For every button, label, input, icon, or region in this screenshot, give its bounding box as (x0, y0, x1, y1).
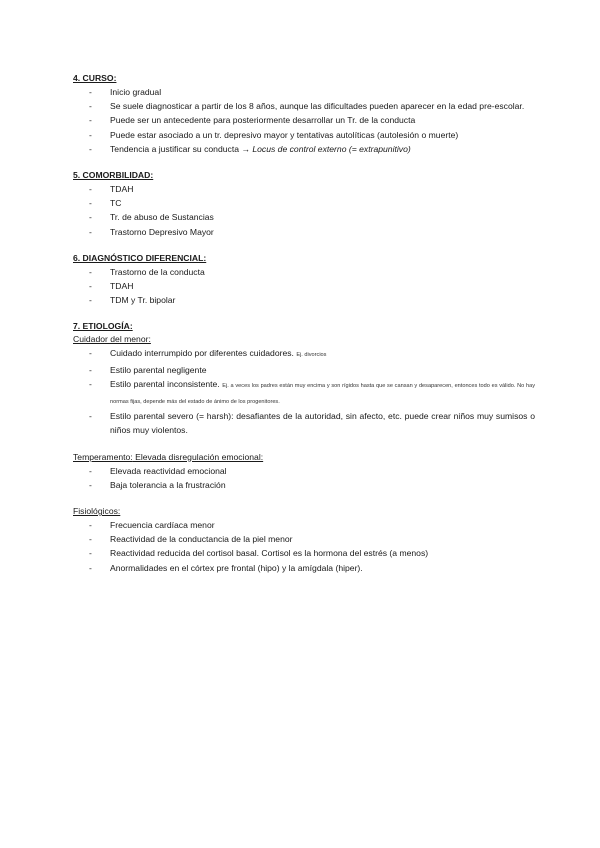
list-item: - Elevada reactividad emocional (89, 465, 227, 476)
section-diagnostico-diferencial (73, 252, 535, 308)
list-item: - Trastorno de la conducta (89, 266, 205, 277)
section-heading: 6. DIAGNÓSTICO DIFERENCIAL: (73, 252, 207, 263)
bullet-list (73, 346, 535, 437)
list-item: - Tendencia a justificar su conducta → Locus de control externo (= extrapunitivo) (89, 143, 411, 154)
list-item: - Puede estar asociado a un tr. depresivo mayor y tentativas autolíticas (autolesión o muerte) (89, 129, 459, 140)
list-item: - Inicio gradual (89, 87, 162, 97)
subsection-temperamento (73, 451, 535, 492)
bullet-list (73, 182, 535, 239)
subsection-fisiologicos (73, 505, 535, 575)
list-item: - Se suele diagnosticar a partir de los 8 años, aunque las dificultades pueden aparecer en la edad pre-escolar. (89, 101, 525, 112)
list-item: - Anormalidades en el córtex pre frontal (hipo) y la amígdala (hiper). (89, 562, 363, 573)
section-heading: 4. CURSO: (73, 73, 117, 83)
bullet-list (73, 265, 535, 308)
section-heading: 5. COMORBILIDAD: (73, 170, 154, 181)
list-item: - Baja tolerancia a la frustración (89, 479, 226, 490)
section-heading: 7. ETIOLOGÍA: (73, 321, 133, 332)
list-item: - Reactividad de la conductancia de la piel menor (89, 534, 293, 545)
subsection-cuidador (73, 333, 535, 437)
subsection-heading: Fisiológicos: (73, 506, 121, 517)
list-item: - Cuidado interrumpido por diferentes cuidadores. Ej. divorcios (89, 348, 327, 359)
list-item: - Frecuencia cardíaca menor (89, 520, 215, 531)
list-item: - Tr. de abuso de Sustancias (89, 212, 214, 223)
list-item: - TC (89, 198, 122, 209)
bullet-list (73, 464, 535, 492)
bullet-list (73, 85, 535, 156)
subsection-heading: Cuidador del menor: (73, 334, 151, 345)
list-item: - Estilo parental inconsistente. Ej. a veces los padres están muy encima y son rígidos hasta que se cansan y desaparecen, entonces todo es válido. No hay normas fijas, depende más del estado de ánimo de los progenitores. (89, 378, 535, 406)
list-item: - TDM y Tr. bipolar (89, 295, 176, 306)
document-body (73, 72, 535, 588)
section-comorbilidad (73, 169, 535, 239)
list-item: - Estilo parental severo (= harsh): desafiantes de la autoridad, sin afecto, etc. puede crear niños muy sumisos o niños muy violentos. (89, 411, 535, 436)
section-curso (73, 72, 535, 156)
bullet-list (73, 518, 535, 575)
list-item: - Estilo parental negligente (89, 364, 207, 375)
list-item: - TDAH (89, 184, 134, 195)
list-item: - Reactividad reducida del cortisol basal. Cortisol es la hormona del estrés (a menos) (89, 548, 429, 559)
subsection-heading: Temperamento: Elevada disregulación emocional: (73, 451, 264, 462)
list-item: - Trastorno Depresivo Mayor (89, 226, 214, 237)
list-item: - Puede ser un antecedente para posteriormente desarrollar un Tr. de la conducta (89, 115, 416, 126)
section-etiologia (73, 320, 535, 574)
list-item: - TDAH (89, 281, 134, 292)
